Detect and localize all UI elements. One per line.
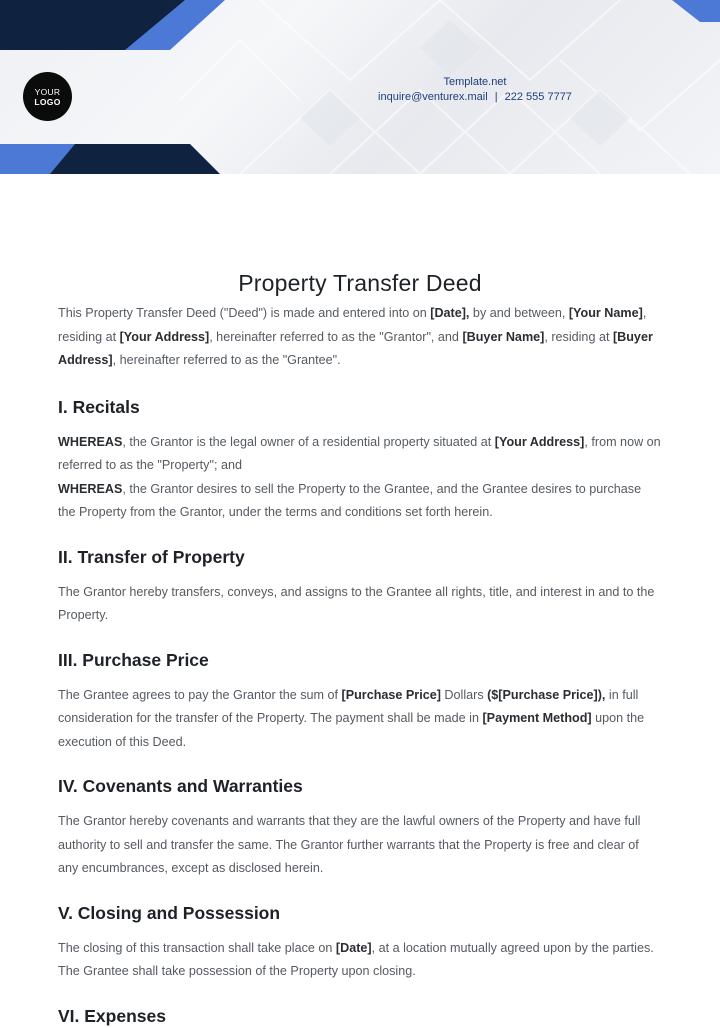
intro-text: , hereinafter referred to as the "Grantee".	[112, 353, 341, 367]
purchase-price-amount-placeholder: ($[Purchase Price]),	[487, 687, 606, 702]
intro-text: , residing at	[544, 329, 613, 344]
price-text: upon the execution of this Deed.	[58, 711, 645, 749]
document-body	[58, 268, 662, 1028]
buyer-address-placeholder: [Buyer Address]	[58, 329, 653, 367]
website-text: Template.net	[443, 76, 507, 88]
recitals-paragraph-1	[58, 431, 662, 478]
phone-text: 222 555 7777	[504, 91, 572, 103]
price-text: The Grantee agrees to pay the Grantor the sum of	[58, 687, 342, 702]
email-text: inquire@venturex.mail	[378, 91, 488, 103]
your-address-placeholder: [Your Address]	[494, 434, 585, 449]
date-placeholder: [Date],	[430, 306, 470, 320]
section-heading-recitals: I. Recitals	[58, 396, 140, 417]
recital-text: , from now on referred to as the "Property"; and	[58, 434, 661, 472]
navy-bottom-shape	[50, 144, 220, 174]
contact-separator: |	[494, 91, 498, 103]
letterhead-banner	[0, 0, 720, 174]
date-placeholder: [Date]	[335, 940, 372, 955]
whereas-label: WHEREAS	[58, 481, 123, 496]
section-heading-covenants: IV. Covenants and Warranties	[58, 776, 303, 796]
your-address-placeholder: [Your Address]	[119, 329, 210, 344]
intro-text: This Property Transfer Deed ("Deed") is made and entered into on	[58, 306, 431, 320]
logo-text-line2: LOGO	[34, 96, 61, 107]
price-text: Dollars	[440, 687, 488, 702]
intro-text: , hereinafter referred to as the "Grantor", and	[209, 329, 463, 344]
section-heading-expenses: VI. Expenses	[58, 1005, 166, 1026]
logo-badge	[23, 72, 72, 121]
whereas-label: WHEREAS	[58, 434, 123, 449]
transfer-paragraph: The Grantor hereby transfers, conveys, and assigns to the Grantee all rights, title, and interest in and to the Property.	[58, 584, 655, 622]
blue-corner-top-right	[672, 0, 720, 22]
closing-text: , at a location mutually agreed upon by the parties. The Grantee shall take possession of the Property upon closing.	[58, 940, 654, 978]
intro-text: by and between,	[469, 306, 569, 320]
recital-text: , the Grantor is the legal owner of a residential property situated at	[122, 434, 495, 449]
recital-text: , the Grantor desires to sell the Property to the Grantee, and the Grantee desires to purchase the Property from the Grantor, under the terms and conditions set forth herein.	[58, 481, 642, 519]
intro-paragraph	[58, 302, 662, 373]
your-name-placeholder: [Your Name]	[568, 306, 643, 320]
section-heading-purchase-price: III. Purchase Price	[58, 649, 209, 670]
recitals-paragraph-2	[58, 478, 662, 525]
intro-text: , residing at	[58, 306, 647, 344]
buyer-name-placeholder: [Buyer Name]	[462, 329, 545, 344]
purchase-price-placeholder: [Purchase Price]	[341, 687, 441, 702]
section-heading-closing: V. Closing and Possession	[58, 902, 281, 923]
document-title: Property Transfer Deed	[238, 270, 482, 296]
contact-line	[330, 91, 620, 103]
purchase-price-paragraph	[58, 684, 662, 755]
logo-text-line1: YOUR	[34, 86, 61, 97]
closing-paragraph	[58, 937, 662, 984]
closing-text: The closing of this transaction shall take place on	[58, 940, 336, 955]
payment-method-placeholder: [Payment Method]	[482, 711, 592, 725]
price-text: in full consideration for the transfer of the Property. The payment shall be made in	[58, 687, 639, 725]
section-heading-transfer: II. Transfer of Property	[58, 546, 245, 567]
covenants-paragraph: The Grantor hereby covenants and warrants that they are the lawful owners of the Property and have full authority to sell and transfer the same. The Grantor further warrants that the Property is free and clear of any encumbrances, except as disclosed herein.	[58, 814, 641, 875]
